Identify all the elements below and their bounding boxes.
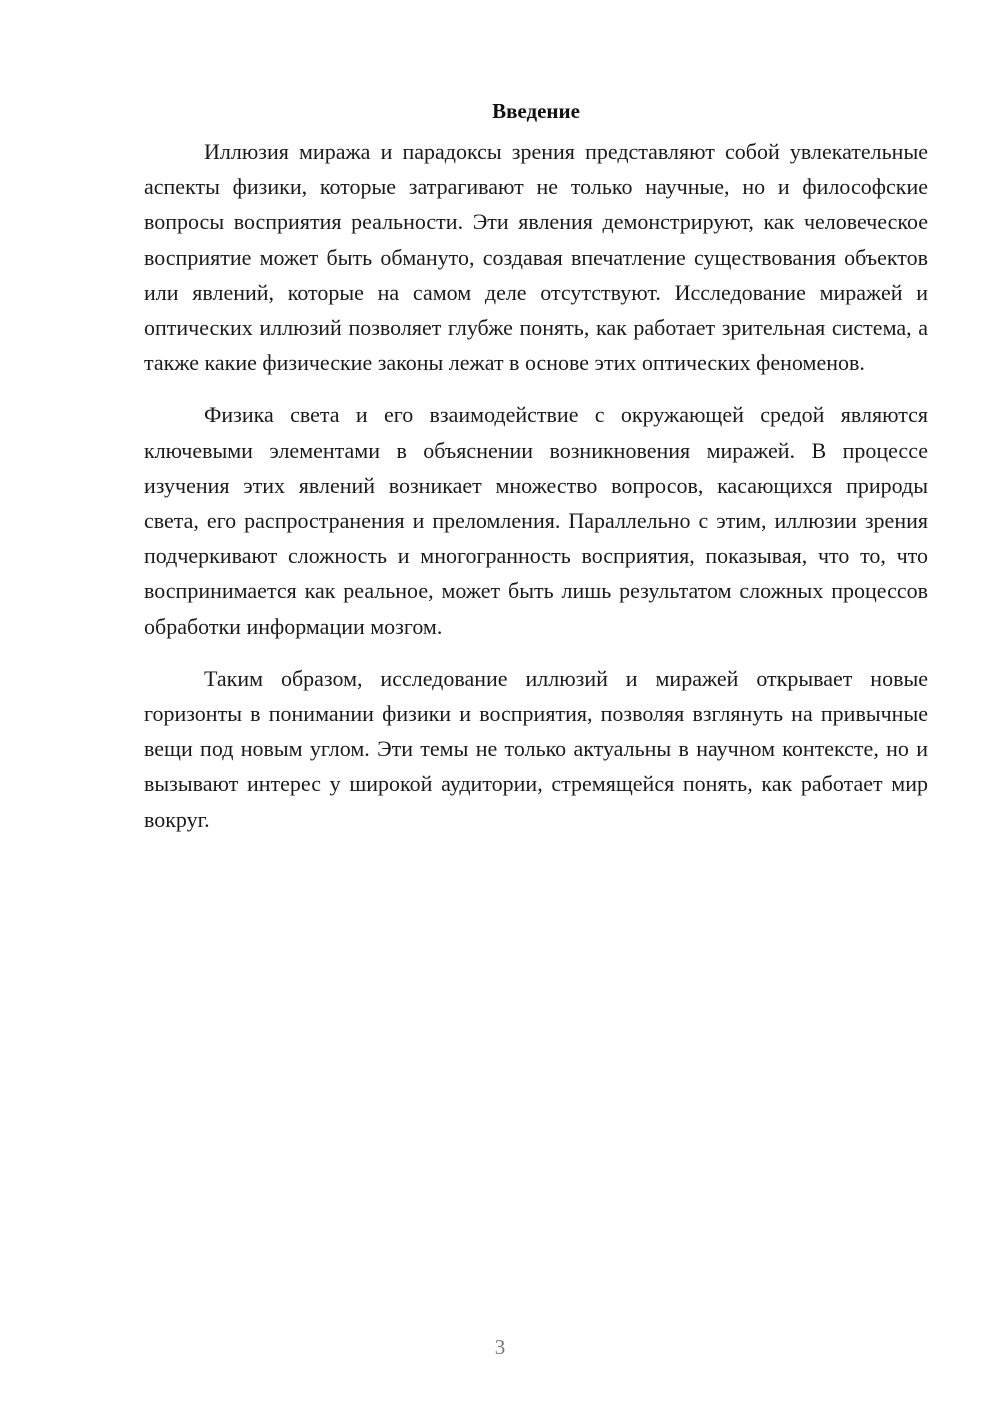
page-number: 3 xyxy=(494,1335,506,1359)
page-title: Введение xyxy=(492,99,580,123)
paragraph-2: Физика света и его взаимодействие с окружающей средой являются ключевыми элементами в объяснении возникновения миражей. В процессе изучения этих явлений возникает множество вопросов, касающихся природы света, его распространения и преломления. Параллельно с этим, иллюзии зрения подчеркивают сложность и многогранность восприятия, показывая, что то, что воспринимается как реальное, может быть лишь результатом сложных процессов обработки информации мозгом. xyxy=(144,402,928,639)
paragraph-1: Иллюзия миража и парадоксы зрения представляют собой увлекательные аспекты физики, которые затрагивают не только научные, но и философские вопросы восприятия реальности. Эти явления демонстрируют, как человеческое восприятие может быть обмануто, создавая впечатление существования объектов или явлений, которые на самом деле отсутствуют. Исследование миражей и оптических иллюзий позволяет глубже понять, как работает зрительная система, а также какие физические законы лежат в основе этих оптических феноменов. xyxy=(144,139,928,376)
page-content xyxy=(144,96,928,854)
paragraph-3: Таким образом, исследование иллюзий и миражей открывает новые горизонты в понимании физики и восприятия, позволяя взглянуть на привычные вещи под новым углом. Эти темы не только актуальны в научном контексте, но и вызывают интерес у широкой аудитории, стремящейся понять, как работает мир вокруг. xyxy=(144,665,928,832)
